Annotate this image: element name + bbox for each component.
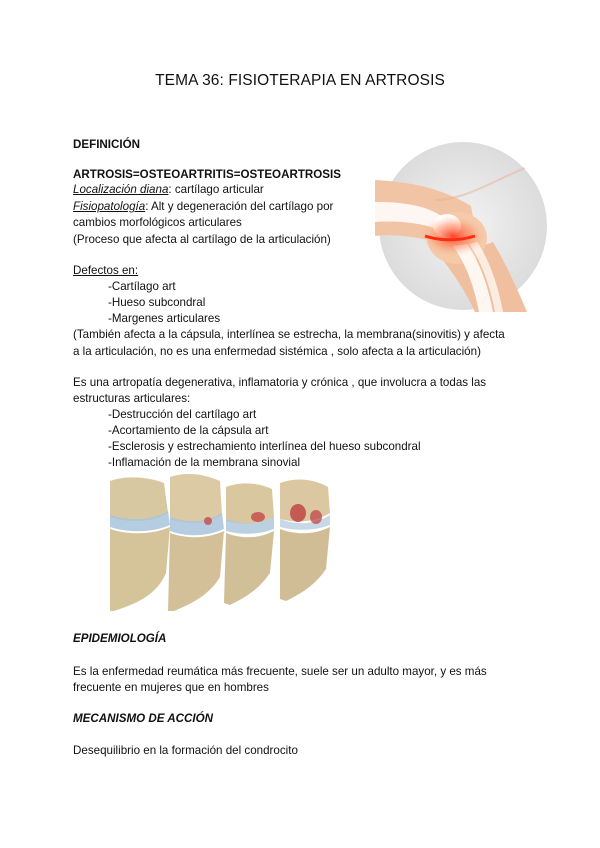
epidemiologia-heading: EPIDEMIOLOGÍA — [73, 632, 167, 645]
artropatia-item: -Esclerosis y estrechamiento interlínea del hueso subcondral — [108, 440, 421, 453]
fisiopatologia-label: Fisiopatología — [73, 200, 146, 213]
mecanismo-text: Desequilibrio en la formación del condrocito — [73, 744, 298, 757]
defectos-item: -Cartílago art — [108, 280, 176, 293]
localizacion-line — [73, 183, 264, 197]
epidemiologia-text: Es la enfermedad reumática más frecuente, suele ser un adulto mayor, y es más — [73, 665, 487, 678]
artropatia-item: -Acortamiento de la cápsula art — [108, 424, 269, 437]
proceso-note: (Proceso que afecta al cartílago de la articulación) — [73, 233, 331, 246]
fisiopatologia-line — [73, 200, 333, 214]
joint-degeneration-illustration — [108, 473, 340, 613]
localizacion-label: Localización diana — [73, 183, 169, 196]
artropatia-text-cont: estructuras articulares: — [73, 392, 191, 405]
defectos-note: (También afecta a la cápsula, interlínea se estrecha, la membrana(sinovitis) y afecta — [73, 328, 505, 341]
defectos-heading: Defectos en: — [73, 264, 139, 277]
fisiopatologia-text: : Alt y degeneración del cartílago por — [145, 200, 334, 213]
artropatia-text: Es una artropatía degenerativa, inflamatoria y crónica , que involucra a todas las — [73, 376, 487, 389]
fisiopatologia-text-cont: cambios morfológicos articulares — [73, 216, 242, 229]
artropatia-item: -Destrucción del cartílago art — [108, 408, 257, 421]
synonyms-equation: ARTROSIS=OSTEOARTRITIS=OSTEOARTROSIS — [73, 168, 341, 181]
localizacion-text: : cartílago articular — [168, 183, 264, 196]
defectos-note-cont: a la articulación, no es una enfermedad sistémica , solo afecta a la articulación) — [73, 345, 481, 358]
epidemiologia-text-cont: frecuente en mujeres que en hombres — [73, 681, 269, 694]
definicion-heading: DEFINICIÓN — [73, 138, 140, 151]
defectos-item: -Margenes articulares — [108, 312, 221, 325]
knee-illustration — [375, 140, 551, 312]
artropatia-item: -Inflamación de la membrana sinovial — [108, 456, 301, 469]
mecanismo-heading: MECANISMO DE ACCIÓN — [73, 712, 213, 725]
defectos-item: -Hueso subcondral — [108, 296, 206, 309]
page-title: TEMA 36: FISIOTERAPIA EN ARTROSIS — [155, 72, 445, 89]
